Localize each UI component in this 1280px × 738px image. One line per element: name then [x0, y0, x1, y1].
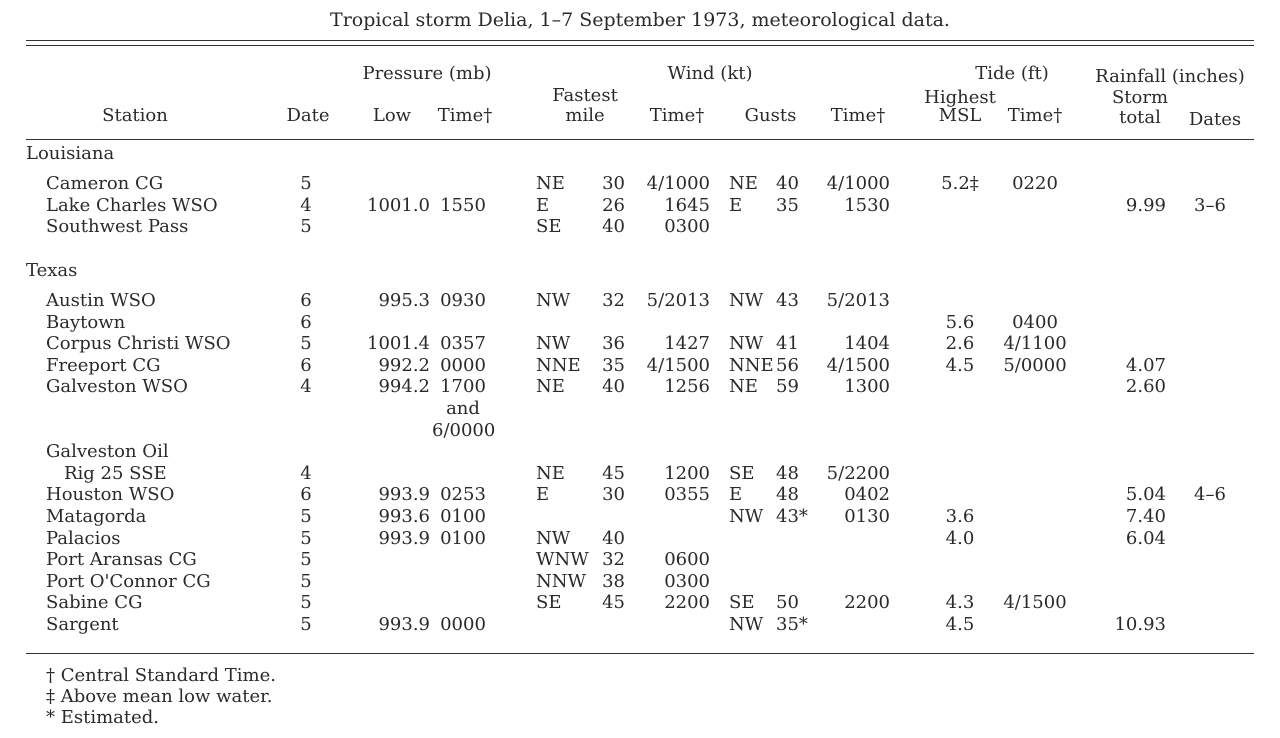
cell-gtime: 4/1500 [826, 354, 890, 376]
bottom-rule [26, 653, 1254, 654]
cell-gdir: SE [729, 592, 755, 614]
cell-ptime: 0253 [440, 484, 486, 506]
cell-rain: 6.04 [1125, 527, 1166, 549]
cell-gtime: 4/1000 [826, 173, 890, 194]
cell-gdir: NW [729, 333, 764, 355]
rain-dates-header: Dates [1188, 109, 1242, 130]
cell-fdir: E [536, 194, 550, 216]
cell-low: 994.2 [378, 376, 430, 398]
pressure-time-header: Time† [437, 105, 493, 126]
cell-fspd: 35 [602, 354, 625, 376]
cell-low: 1001.4 [367, 333, 430, 355]
cell-ptime: 0930 [440, 290, 486, 311]
cell-station: Galveston WSO [46, 376, 188, 398]
cell-wtime: 1645 [664, 194, 710, 216]
cell-ptime: 0000 [440, 354, 486, 376]
cell-date: 5 [300, 592, 312, 614]
cell-gspd: 48 [776, 484, 799, 506]
cell-ptime: 1700 [440, 376, 486, 398]
cell-fdir: NW [536, 290, 571, 311]
rainfall-group-header: Rainfall (inches) [1095, 66, 1245, 87]
cell-date: 4 [300, 194, 312, 216]
cell-gdir: E [729, 484, 743, 506]
cell-station: Cameron CG [46, 173, 164, 194]
footnote-asterisk: * Estimated. [46, 707, 160, 728]
cell-station: Baytown [46, 311, 126, 333]
cell-wtime: 1256 [664, 376, 710, 398]
fastest-mile-header-1: Fastest [552, 85, 618, 106]
cell-date: 5 [300, 173, 312, 194]
cell-wtime: 5/2013 [646, 290, 710, 311]
cell-gdir: NNE [729, 354, 774, 376]
cell-gspd: 56 [776, 354, 799, 376]
cell-gtime: 5/2200 [826, 462, 890, 484]
cell-rdates: 4–6 [1194, 484, 1226, 506]
wind-group-header: Wind (kt) [667, 63, 753, 84]
cell-gtime: 1300 [844, 376, 890, 398]
cell-station: Lake Charles WSO [46, 194, 218, 216]
cell-low: 993.9 [378, 484, 430, 506]
tide-group-header: Tide (ft) [975, 63, 1049, 84]
cell-gspd: 59 [776, 376, 799, 398]
cell-date: 5 [300, 570, 312, 592]
cell-date: 6 [300, 484, 312, 506]
cell-wtime: 1427 [664, 333, 710, 355]
cell-gspd: 35* [776, 614, 808, 635]
cell-low: 1001.0 [367, 194, 430, 216]
cell-fspd: 32 [602, 549, 625, 571]
cell-fdir: SE [536, 216, 562, 238]
rain-total-header-1: Storm [1111, 87, 1169, 108]
cell-station: Austin WSO [46, 290, 156, 311]
cell-rain: 2.60 [1125, 376, 1166, 398]
cell-fdir: NW [536, 527, 571, 549]
cell-fdir: NW [536, 333, 571, 355]
cell-fdir: SE [536, 592, 562, 614]
cell-date: 6 [300, 354, 312, 376]
cell-fspd: 45 [602, 462, 625, 484]
cell-station: Port O'Connor CG [46, 570, 211, 592]
cell-date: 5 [300, 506, 312, 527]
cell-fspd: 30 [602, 484, 625, 506]
cell-gspd: 43 [776, 290, 799, 311]
cell-ttime: 0220 [1012, 173, 1058, 194]
wind-time-header: Time† [649, 105, 705, 126]
cell-station: Southwest Pass [46, 216, 189, 238]
cell-wtime: 4/1500 [646, 354, 710, 376]
cell-ttime: 4/1500 [1003, 592, 1067, 614]
cell-rain: 4.07 [1125, 354, 1166, 376]
cell-date: 5 [300, 549, 312, 571]
cell-gdir: NE [729, 173, 758, 194]
cell-ptime: 0000 [440, 614, 486, 635]
cell-date: 6 [300, 311, 312, 333]
cell-gspd: 48 [776, 462, 799, 484]
cell-date: 5 [300, 216, 312, 238]
cell-fdir: WNW [536, 549, 589, 571]
gusts-header: Gusts [744, 105, 797, 126]
cell-gdir: E [729, 194, 743, 216]
cell-low: 993.6 [378, 506, 430, 527]
date-header: Date [286, 105, 330, 126]
cell-fspd: 45 [602, 592, 625, 614]
cell-ttime: 4/1100 [1003, 333, 1067, 355]
cell-tide: 4.3 [945, 592, 975, 614]
cell-rain: 7.40 [1125, 506, 1166, 527]
cell-fdir: NE [536, 462, 565, 484]
pressure-low-header: Low [372, 105, 412, 126]
cell-tide: 4.5 [945, 614, 975, 635]
cell-gdir: SE [729, 462, 755, 484]
cell-ttime: 5/0000 [1003, 354, 1067, 376]
cell-fdir: NE [536, 376, 565, 398]
cell-tide: 5.6 [945, 311, 975, 333]
cell-tide: 4.0 [945, 527, 975, 549]
top-rule-1 [26, 40, 1254, 41]
cell-low: 993.9 [378, 527, 430, 549]
cell-ptime: and [446, 398, 480, 419]
cell-gtime: 2200 [844, 592, 890, 614]
cell-ptime: 0357 [440, 333, 486, 355]
gust-time-header: Time† [830, 105, 886, 126]
cell-ptime: 0100 [440, 527, 486, 549]
pressure-group-header: Pressure (mb) [362, 63, 492, 84]
cell-gspd: 35 [776, 194, 799, 216]
cell-gdir: NE [729, 376, 758, 398]
rain-total-header-2: total [1119, 107, 1161, 128]
cell-fdir: NE [536, 173, 565, 194]
tide-time-header: Time† [1007, 105, 1063, 126]
cell-wtime: 4/1000 [646, 173, 710, 194]
cell-fspd: 40 [602, 376, 625, 398]
cell-gdir: NW [729, 614, 764, 635]
footnote-dagger: † Central Standard Time. [46, 665, 276, 686]
cell-wtime: 0600 [664, 549, 710, 571]
cell-date: 6 [300, 290, 312, 311]
cell-tide: 4.5 [945, 354, 975, 376]
cell-station: Freeport CG [46, 354, 161, 376]
cell-wtime: 0300 [664, 216, 710, 238]
cell-gspd: 43* [776, 506, 808, 527]
cell-ptime: 1550 [440, 194, 486, 216]
cell-fdir: NNW [536, 570, 587, 592]
cell-rain: 10.93 [1114, 614, 1166, 635]
cell-gtime: 0130 [844, 506, 890, 527]
cell-fspd: 38 [602, 570, 625, 592]
cell-wtime: 2200 [664, 592, 710, 614]
cell-low: 993.9 [378, 614, 430, 635]
cell-station: Palacios [46, 527, 121, 549]
cell-station: Houston WSO [46, 484, 175, 506]
tide-highest-header-1: Highest [924, 87, 996, 108]
cell-gspd: 40 [776, 173, 799, 194]
cell-gtime: 1530 [844, 194, 890, 216]
tide-highest-header-2: MSL [938, 105, 982, 126]
cell-station: Rig 25 SSE [64, 462, 167, 484]
state-heading: Louisiana [26, 143, 115, 164]
cell-station: Galveston Oil [46, 441, 169, 463]
cell-low: 992.2 [378, 354, 430, 376]
cell-fspd: 30 [602, 173, 625, 194]
cell-date: 4 [300, 376, 312, 398]
header-rule [26, 139, 1254, 140]
fastest-mile-header-2: mile [565, 105, 605, 126]
cell-station: Port Aransas CG [46, 549, 197, 571]
cell-date: 4 [300, 462, 312, 484]
cell-gtime: 1404 [844, 333, 890, 355]
cell-date: 5 [300, 614, 312, 635]
cell-rain: 9.99 [1125, 194, 1166, 216]
cell-station: Sargent [46, 614, 119, 635]
cell-fspd: 36 [602, 333, 625, 355]
cell-station: Matagorda [46, 506, 147, 527]
state-heading: Texas [26, 260, 78, 281]
cell-fspd: 40 [602, 216, 625, 238]
cell-station: Sabine CG [46, 592, 143, 614]
cell-ttime: 0400 [1012, 311, 1058, 333]
cell-wtime: 0355 [664, 484, 710, 506]
cell-gtime: 0402 [844, 484, 890, 506]
cell-wtime: 0300 [664, 570, 710, 592]
cell-fspd: 32 [602, 290, 625, 311]
cell-fdir: NNE [536, 354, 581, 376]
station-header: Station [102, 105, 168, 126]
cell-rain: 5.04 [1125, 484, 1166, 506]
cell-gspd: 41 [776, 333, 799, 355]
cell-date: 5 [300, 527, 312, 549]
cell-ptime: 0100 [440, 506, 486, 527]
cell-gdir: NW [729, 506, 764, 527]
cell-gtime: 5/2013 [826, 290, 890, 311]
cell-fspd: 40 [602, 527, 625, 549]
footnote-double-dagger: ‡ Above mean low water. [46, 686, 273, 707]
table-title: Tropical storm Delia, 1–7 September 1973, meteorological data. [330, 9, 950, 31]
cell-date: 5 [300, 333, 312, 355]
cell-low: 995.3 [378, 290, 430, 311]
cell-fdir: E [536, 484, 550, 506]
cell-fspd: 26 [602, 194, 625, 216]
cell-ptime: 6/0000 [432, 419, 496, 441]
cell-gspd: 50 [776, 592, 799, 614]
cell-station: Corpus Christi WSO [46, 333, 231, 355]
top-rule-2 [26, 45, 1254, 46]
cell-rdates: 3–6 [1194, 194, 1226, 216]
cell-tide: 2.6 [945, 333, 975, 355]
cell-tide: 5.2‡ [941, 173, 979, 194]
cell-gdir: NW [729, 290, 764, 311]
cell-wtime: 1200 [664, 462, 710, 484]
cell-tide: 3.6 [945, 506, 975, 527]
